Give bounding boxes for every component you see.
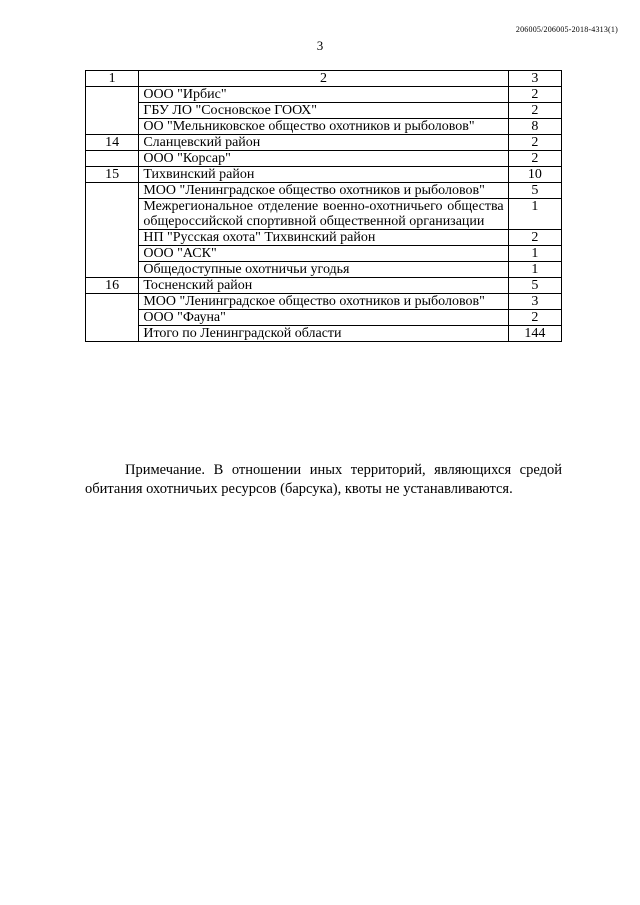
table-row — [86, 87, 562, 103]
row-quota-cell: 2 — [508, 230, 561, 246]
row-name-cell: МОО "Ленинградское общество охотников и рыболовов" — [139, 183, 508, 199]
table-row — [86, 230, 562, 246]
row-quota-cell: 2 — [508, 103, 561, 119]
row-name-cell: Общедоступные охотничьи угодья — [139, 262, 508, 278]
row-quota-cell: 10 — [508, 167, 561, 183]
table-row — [86, 278, 562, 294]
row-name-cell: ОО "Мельниковское общество охотников и рыболовов" — [139, 119, 508, 135]
row-name-cell: ООО "Фауна" — [139, 310, 508, 326]
row-quota-cell: 2 — [508, 135, 561, 151]
table-row — [86, 310, 562, 326]
table-row — [86, 135, 562, 151]
table-total-row — [86, 326, 562, 342]
row-name-cell: НП "Русская охота" Тихвинский район — [139, 230, 508, 246]
row-number-cell — [86, 87, 139, 135]
row-name-cell: Тихвинский район — [139, 167, 508, 183]
row-name-cell: ООО "Корсар" — [139, 151, 508, 167]
total-label-cell: Итого по Ленинградской области — [139, 326, 508, 342]
table-row — [86, 119, 562, 135]
row-quota-cell: 1 — [508, 262, 561, 278]
table-row — [86, 262, 562, 278]
row-number-cell: 15 — [86, 167, 139, 183]
page-number: 3 — [316, 38, 324, 53]
row-quota-cell: 1 — [508, 199, 561, 230]
row-quota-cell: 2 — [508, 87, 561, 103]
column-header-2: 2 — [139, 71, 508, 87]
column-header-3: 3 — [508, 71, 561, 87]
table-row — [86, 294, 562, 310]
table-row — [86, 167, 562, 183]
row-number-cell: 16 — [86, 278, 139, 294]
row-quota-cell: 5 — [508, 183, 561, 199]
row-quota-cell: 1 — [508, 246, 561, 262]
column-header-1: 1 — [86, 71, 139, 87]
row-name-cell: МОО "Ленинградское общество охотников и рыболовов" — [139, 294, 508, 310]
row-number-cell — [86, 151, 139, 167]
row-name-cell: Тосненский район — [139, 278, 508, 294]
row-name-cell: ГБУ ЛО "Сосновское ГООХ" — [139, 103, 508, 119]
footnote: Примечание. В отношении иных территорий, являющихся средой обитания охотничьих ресурсов (барсука), квоты не устанавливаются. — [85, 462, 562, 497]
row-number-cell: 14 — [86, 135, 139, 151]
quota-table — [85, 70, 562, 342]
row-name-cell: ООО "Ирбис" — [139, 87, 508, 103]
row-quota-cell: 2 — [508, 151, 561, 167]
row-quota-cell: 5 — [508, 278, 561, 294]
row-quota-cell: 2 — [508, 310, 561, 326]
row-name-cell: ООО "АСК" — [139, 246, 508, 262]
row-name-cell: Сланцевский район — [139, 135, 508, 151]
table-header-row — [86, 71, 562, 87]
total-quota-cell: 144 — [508, 326, 561, 342]
row-number-cell — [86, 183, 139, 278]
row-number-cell — [86, 294, 139, 342]
row-quota-cell: 8 — [508, 119, 561, 135]
document-id: 206005/206005-2018-4313(1) — [515, 25, 618, 34]
table-row — [86, 199, 562, 230]
table-row — [86, 246, 562, 262]
row-name-cell: Межрегиональное отделение военно-охотничьего общества общероссийской спортивной общественной организации — [139, 199, 508, 230]
row-quota-cell: 3 — [508, 294, 561, 310]
table-row — [86, 103, 562, 119]
table-row — [86, 183, 562, 199]
table-row — [86, 151, 562, 167]
